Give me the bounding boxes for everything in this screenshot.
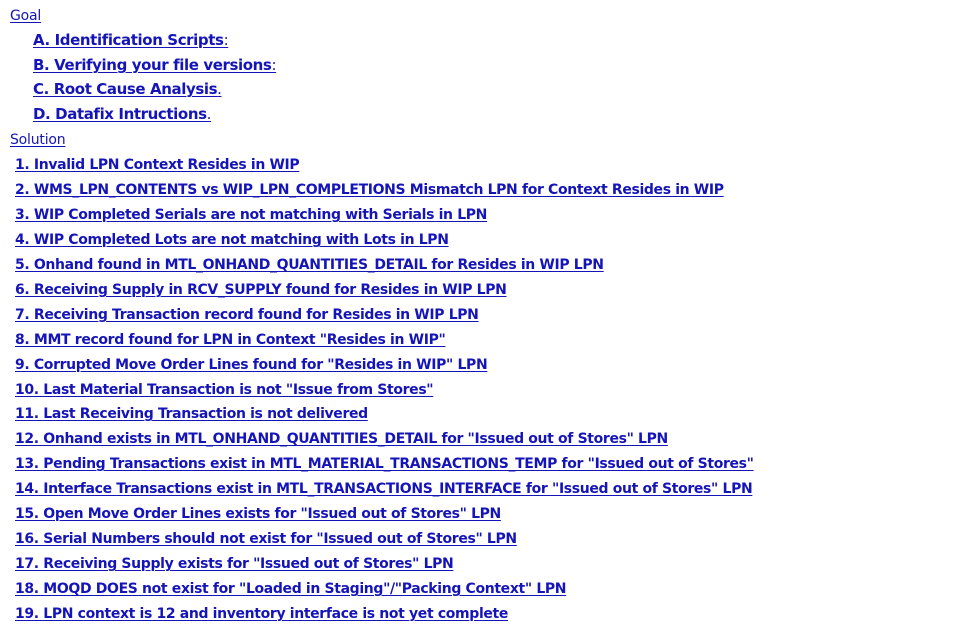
solution-item-row <box>15 230 449 248</box>
solution-item-7[interactable]: 7. Receiving Transaction record found for Resides in WIP LPN <box>15 307 479 323</box>
goal-item-verifying-file-versions[interactable]: B. Verifying your file versions: <box>33 56 277 74</box>
goal-item-a-row <box>33 31 228 49</box>
solution-item-12[interactable]: 12. Onhand exists in MTL_ONHAND_QUANTITIES_DETAIL for "Issued out of Stores" LPN <box>15 431 668 447</box>
solution-item-row <box>15 330 445 348</box>
goal-item-datafix-instructions[interactable]: D. Datafix Intructions. <box>33 105 211 123</box>
solution-item-row <box>15 604 508 622</box>
solution-item-9[interactable]: 9. Corrupted Move Order Lines found for "Resides in WIP" LPN <box>15 357 488 373</box>
solution-item-row <box>15 205 487 223</box>
solution-item-17[interactable]: 17. Receiving Supply exists for "Issued out of Stores" LPN <box>15 556 454 572</box>
solution-item-1[interactable]: 1. Invalid LPN Context Resides in WIP <box>15 157 300 173</box>
solution-item-row <box>15 554 453 572</box>
solution-item-row <box>15 504 501 522</box>
solution-item-row <box>15 380 433 398</box>
solution-item-row <box>15 429 668 447</box>
goal-link[interactable]: Goal <box>10 8 42 24</box>
solution-item-16[interactable]: 16. Serial Numbers should not exist for "Issued out of Stores" LPN <box>15 531 517 547</box>
solution-item-5[interactable]: 5. Onhand found in MTL_ONHAND_QUANTITIES_DETAIL for Resides in WIP LPN <box>15 257 604 273</box>
solution-item-row <box>15 280 507 298</box>
solution-link[interactable]: Solution <box>10 132 66 148</box>
solution-item-row <box>15 454 754 472</box>
solution-item-13[interactable]: 13. Pending Transactions exist in MTL_MATERIAL_TRANSACTIONS_TEMP for "Issued out of Stores" <box>15 456 754 472</box>
goal-item-identification-scripts[interactable]: A. Identification Scripts: <box>33 31 229 49</box>
solution-item-row <box>15 404 368 422</box>
solution-item-11[interactable]: 11. Last Receiving Transaction is not delivered <box>15 406 368 422</box>
solution-item-15[interactable]: 15. Open Move Order Lines exists for "Issued out of Stores" LPN <box>15 506 501 522</box>
solution-item-row <box>15 255 604 273</box>
solution-heading-row <box>10 130 65 148</box>
solution-item-18[interactable]: 18. MOQD DOES not exist for "Loaded in Staging"/"Packing Context" LPN <box>15 581 567 597</box>
solution-item-row <box>15 355 487 373</box>
goal-item-c-row <box>33 80 222 98</box>
solution-item-row <box>15 155 299 173</box>
solution-item-6[interactable]: 6. Receiving Supply in RCV_SUPPLY found for Resides in WIP LPN <box>15 282 507 298</box>
goal-heading-row <box>10 6 41 24</box>
goal-item-d-row <box>33 105 211 123</box>
solution-item-3[interactable]: 3. WIP Completed Serials are not matching with Serials in LPN <box>15 207 488 223</box>
solution-item-19[interactable]: 19. LPN context is 12 and inventory interface is not yet complete <box>15 606 509 622</box>
goal-item-root-cause-analysis[interactable]: C. Root Cause Analysis. <box>33 80 222 98</box>
solution-item-14[interactable]: 14. Interface Transactions exist in MTL_TRANSACTIONS_INTERFACE for "Issued out of Stores" LPN <box>15 481 753 497</box>
solution-item-4[interactable]: 4. WIP Completed Lots are not matching with Lots in LPN <box>15 232 449 248</box>
solution-item-2[interactable]: 2. WMS_LPN_CONTENTS vs WIP_LPN_COMPLETIONS Mismatch LPN for Context Resides in WIP <box>15 182 724 198</box>
solution-item-row <box>15 479 752 497</box>
solution-item-row <box>15 529 517 547</box>
solution-item-row <box>15 180 724 198</box>
goal-item-b-row <box>33 56 276 74</box>
solution-item-8[interactable]: 8. MMT record found for LPN in Context "Resides in WIP" <box>15 332 446 348</box>
solution-item-row <box>15 305 479 323</box>
solution-item-row <box>15 579 566 597</box>
solution-item-10[interactable]: 10. Last Material Transaction is not "Issue from Stores" <box>15 382 434 398</box>
